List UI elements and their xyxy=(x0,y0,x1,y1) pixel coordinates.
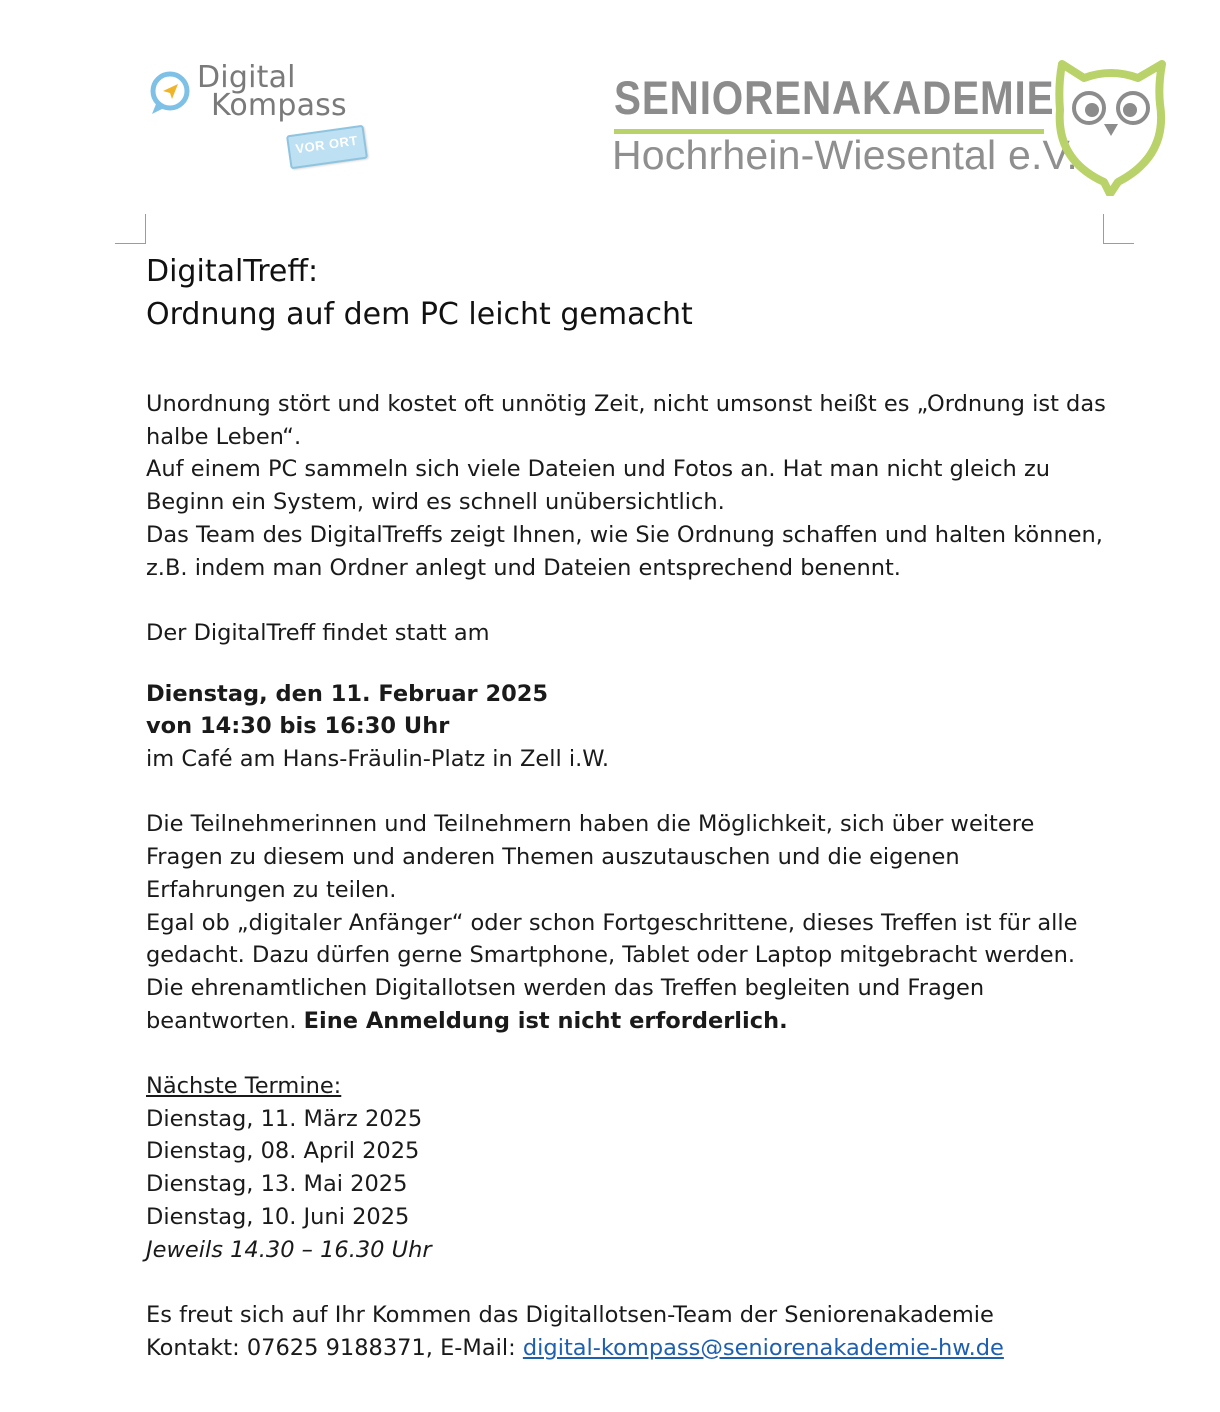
registration-note: Eine Anmeldung ist nicht erforderlich. xyxy=(303,1007,788,1034)
page-title xyxy=(146,250,1106,336)
next-date-item: Dienstag, 13. Mai 2025 xyxy=(146,1171,408,1198)
details-text: Die ehrenamtlichen Digitallotsen werden das Treffen begleiten und Fragen beantworten. xyxy=(146,974,985,1034)
contact-line xyxy=(146,1332,1106,1365)
next-date-item: Dienstag, 11. März 2025 xyxy=(146,1105,423,1132)
digital-kompass-logo xyxy=(145,60,375,174)
next-date-item: Dienstag, 10. Juni 2025 xyxy=(146,1203,410,1230)
event-lead: Der DigitalTreff findet statt am xyxy=(146,619,490,646)
intro-paragraph-1: Unordnung stört und kostet oft unnötig Zeit, nicht umsonst heißt es „Ordnung ist das halbe Leben“. xyxy=(146,391,1106,450)
logo-digital-text: Digital xyxy=(197,60,296,95)
owl-icon xyxy=(1052,60,1170,196)
email-link[interactable]: digital-kompass@seniorenakademie-hw.de xyxy=(522,1334,1004,1361)
intro-paragraph-3: Das Team des DigitalTreffs zeigt Ihnen, wie Sie Ordnung schaffen und halten können, z.B. indem man Ordner anlegt und Dateien entsprechend benennt. xyxy=(146,521,1103,581)
next-dates-heading: Nächste Termine: xyxy=(146,1073,342,1100)
closing-greeting: Es freut sich auf Ihr Kommen das Digitallotsen-Team der Seniorenakademie xyxy=(146,1301,994,1328)
margin-mark-left xyxy=(115,214,146,244)
title-line-1: DigitalTreff: xyxy=(146,254,319,289)
details-paragraph-2: Egal ob „digitaler Anfänger“ oder schon Fortgeschrittene, dieses Treffen ist für alle gedacht. Dazu dürfen gerne Smartphone, Tablet oder Laptop mitgebracht werden. xyxy=(146,909,1078,969)
event-time: von 14:30 bis 16:30 Uhr xyxy=(146,713,450,740)
details-paragraph-3 xyxy=(146,972,1106,1037)
contact-text: Kontakt: 07625 9188371, E-Mail: xyxy=(146,1334,523,1361)
seniorenakademie-title: SENIORENAKADEMIE xyxy=(614,71,1055,124)
margin-mark-right xyxy=(1103,214,1134,244)
event-date: Dienstag, den 11. Februar 2025 xyxy=(146,680,549,707)
intro-paragraph-2: Auf einem PC sammeln sich viele Dateien und Fotos an. Hat man nicht gleich zu Beginn ein System, wird es schnell unübersichtlich. xyxy=(146,456,1051,516)
speech-bubble-icon xyxy=(148,70,194,116)
logo-kompass-text: Kompass xyxy=(211,88,347,123)
seniorenakademie-subtitle: Hochrhein-Wiesental e.V. xyxy=(612,132,1078,178)
title-line-2: Ordnung auf dem PC leicht gemacht xyxy=(146,297,693,332)
seniorenakademie-logo xyxy=(612,60,1172,200)
next-dates-time-note: Jeweils 14.30 – 16.30 Uhr xyxy=(146,1236,432,1263)
event-place: im Café am Hans-Fräulin-Platz in Zell i.W. xyxy=(146,746,610,773)
next-date-item: Dienstag, 08. April 2025 xyxy=(146,1138,420,1165)
vor-ort-badge: VOR ORT xyxy=(286,125,368,170)
document-body xyxy=(146,250,1106,1364)
details-paragraph-1: Die Teilnehmerinnen und Teilnehmern haben die Möglichkeit, sich über weitere Fragen zu diesem und anderen Themen auszutauschen und die eigenen Erfahrungen zu teilen. xyxy=(146,811,1035,903)
